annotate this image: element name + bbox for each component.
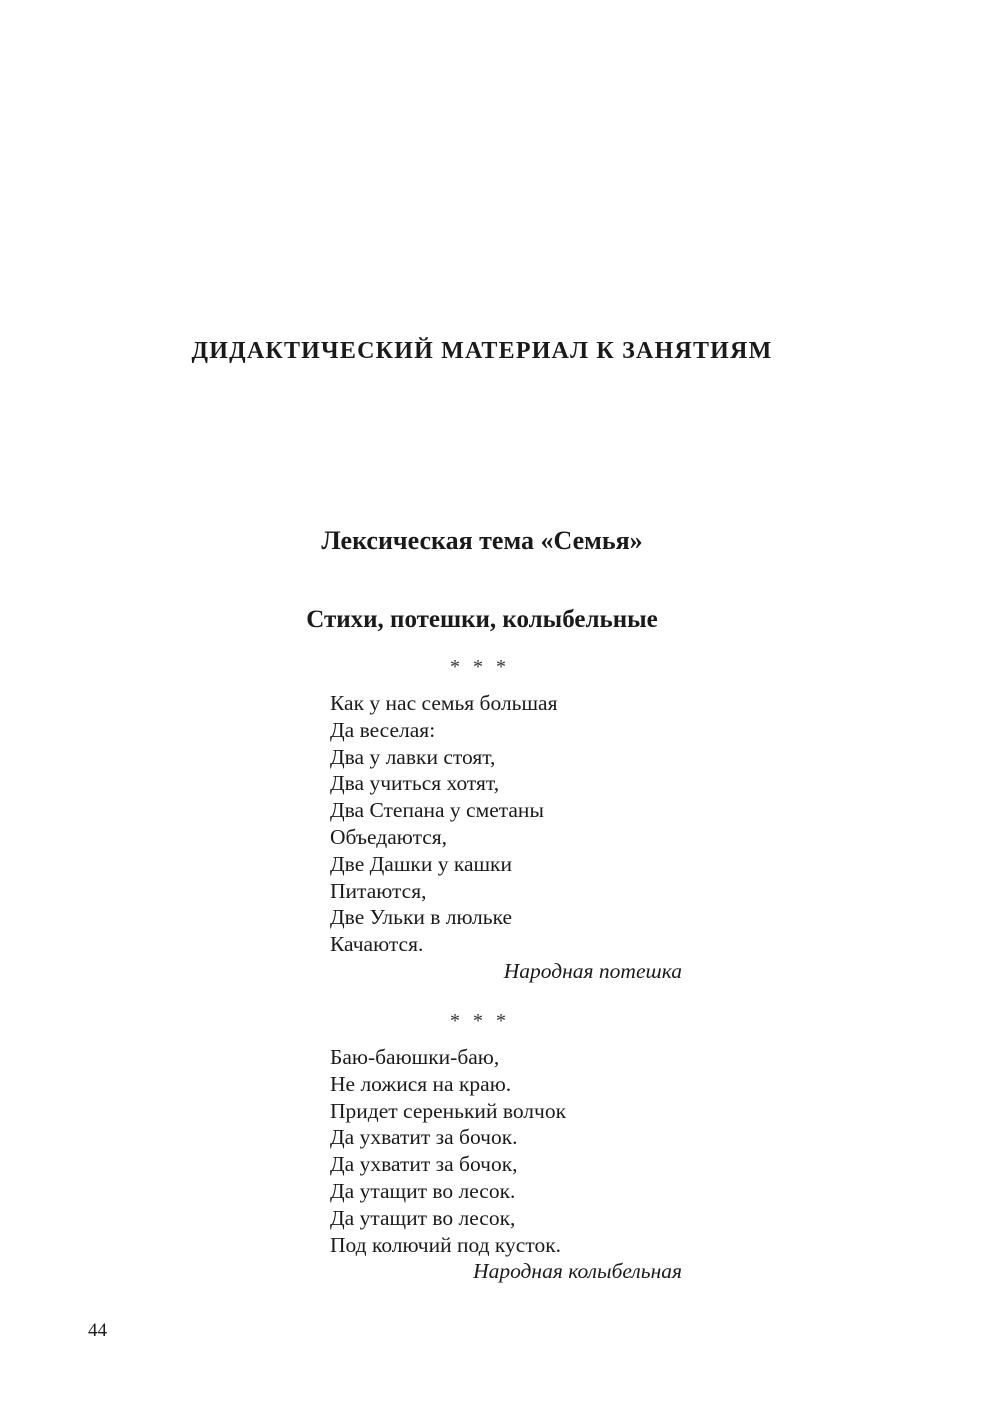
poem-line: Да веселая: [330, 717, 436, 742]
poem-line: Да ухватит за бочок, [330, 1152, 518, 1177]
poem-lullaby [330, 1006, 690, 1285]
section-title: Стихи, потешки, колыбельные [306, 606, 658, 633]
poem-line: Да ухватит за бочок. [330, 1125, 518, 1150]
poem-line: Два Степана у сметаны [330, 798, 544, 823]
main-title: ДИДАКТИЧЕСКИЙ МАТЕРИАЛ К ЗАНЯТИЯМ [191, 338, 773, 364]
poem-line: Две Ульки в люльке [330, 905, 513, 930]
poem-line: Объедаются, [330, 824, 448, 849]
poem-attribution: Народная потешка [503, 958, 682, 983]
poem-line: Под колючий под кусток. [330, 1232, 562, 1257]
page-number: 44 [88, 1320, 107, 1341]
poem-line: Да утащит во лесок, [330, 1205, 516, 1230]
poem-line: Качаются. [330, 932, 424, 957]
poem-line: Баю-баюшки-баю, [330, 1045, 500, 1069]
poem-line: Да утащит во лесок. [330, 1178, 516, 1203]
poem-line: Два учиться хотят, [330, 771, 500, 796]
poem-line: Две Дашки у кашки [330, 851, 512, 876]
poem-separator: * * * [450, 1010, 510, 1032]
poem-line: Придет серенький волчок [330, 1098, 567, 1123]
poem-separator: * * * [450, 656, 510, 678]
poem-line: Питаются, [330, 878, 427, 903]
poem-line: Как у нас семья большая [330, 691, 558, 715]
poem-attribution: Народная колыбельная [473, 1259, 682, 1284]
topic-title: Лексическая тема «Семья» [321, 526, 643, 555]
poem-line: Два у лавки стоят, [330, 744, 496, 769]
poem-line: Не ложися на краю. [330, 1071, 512, 1096]
poem-potешка [330, 652, 690, 985]
